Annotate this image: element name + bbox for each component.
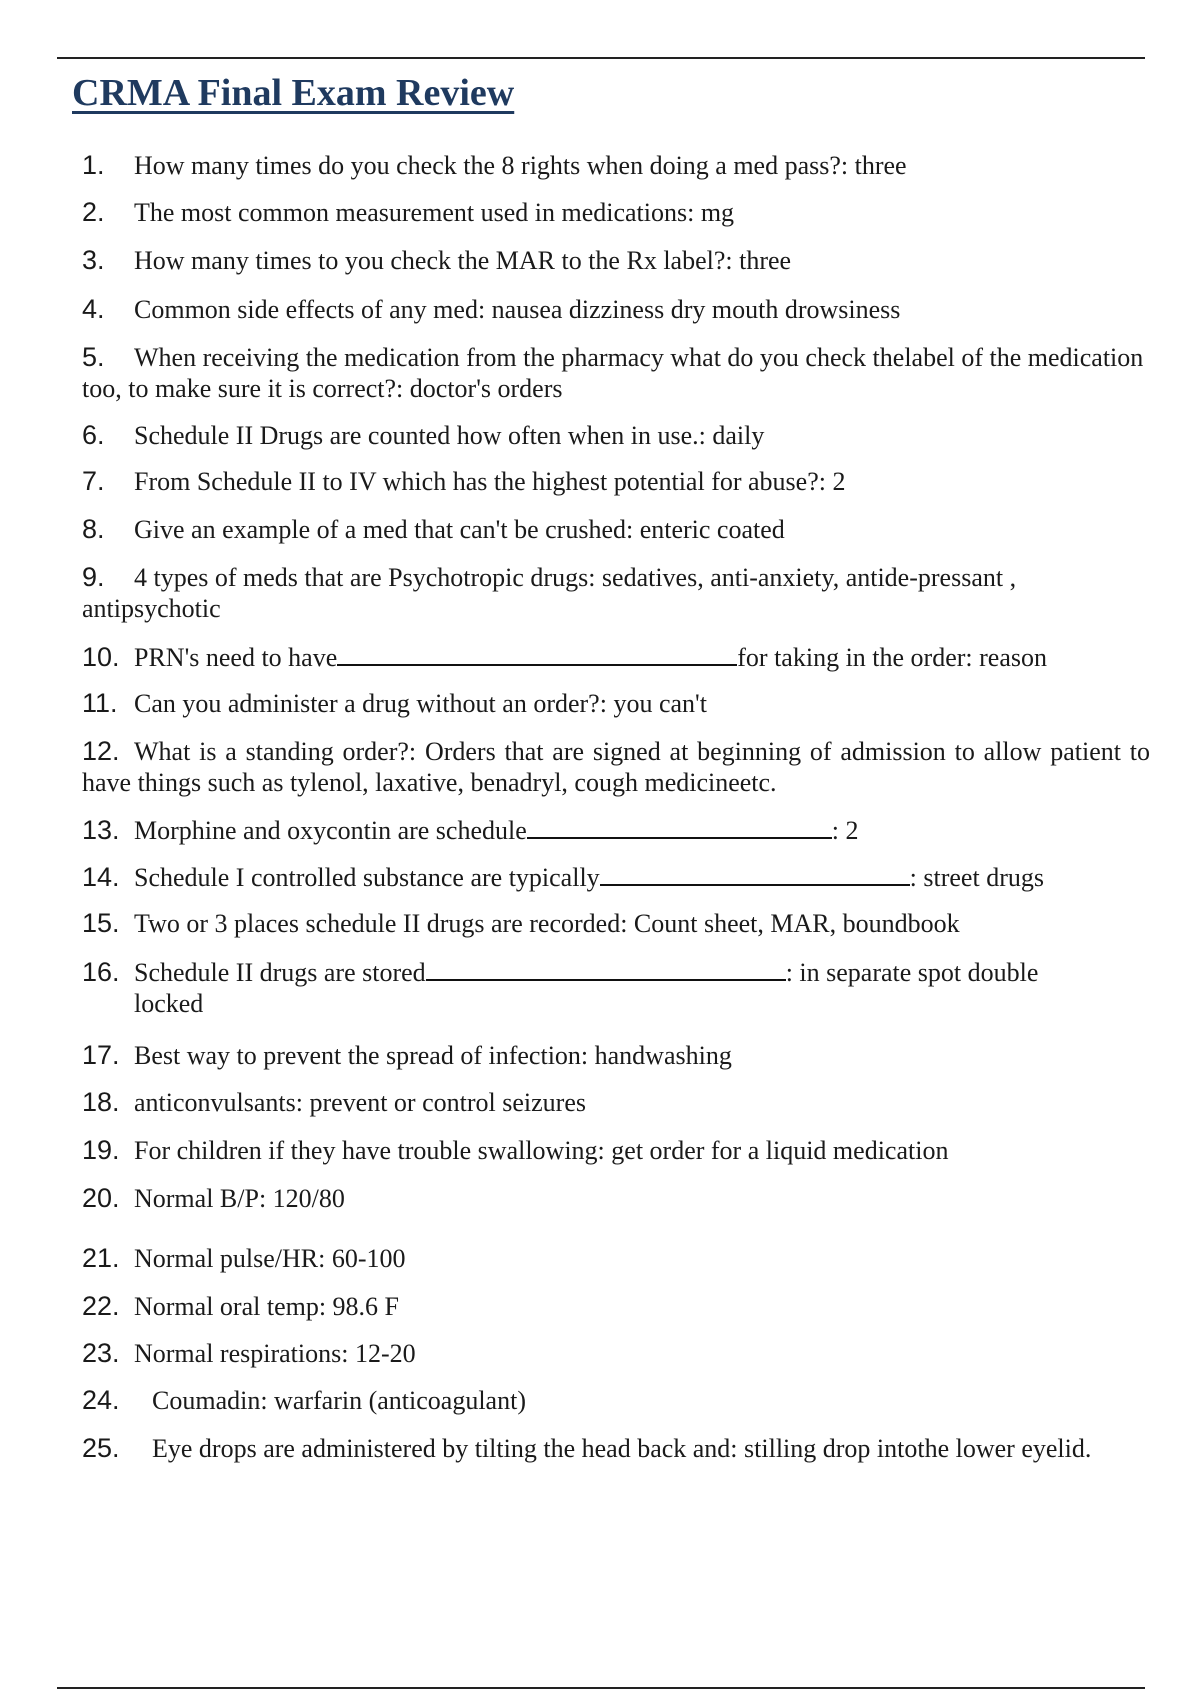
- item-text: Schedule II Drugs are counted how often when in use.: daily: [134, 421, 765, 450]
- item-text: Coumadin: warfarin (anticoagulant): [152, 1386, 526, 1415]
- bottom-rule: [57, 1687, 1145, 1689]
- list-item: [82, 1040, 1150, 1071]
- list-item: [82, 1135, 1150, 1166]
- item-text: Schedule II drugs are stored: [134, 958, 426, 987]
- list-item: [82, 955, 1150, 1019]
- list-item: [82, 514, 1150, 545]
- item-number: 12.: [82, 736, 120, 766]
- item-number: 20.: [82, 1183, 120, 1213]
- item-text: for taking in the order: reason: [737, 643, 1047, 672]
- item-number: 14.: [82, 862, 120, 892]
- item-text: PRN's need to have: [134, 643, 338, 672]
- item-text: Morphine and oxycontin are schedule: [134, 816, 527, 845]
- list-item: [82, 197, 1150, 228]
- item-number: 15.: [82, 908, 120, 938]
- list-item: [82, 736, 1150, 798]
- list-item: [82, 342, 1150, 404]
- item-text: anticonvulsants: prevent or control seizures: [134, 1088, 586, 1117]
- item-number: 11.: [82, 688, 118, 718]
- list-item: [82, 1243, 1150, 1274]
- list-item: [82, 466, 1150, 497]
- item-number: 7.: [82, 466, 105, 496]
- list-item: [82, 860, 1150, 893]
- list-item: [82, 420, 1150, 451]
- item-text: Normal pulse/HR: 60-100: [134, 1244, 406, 1273]
- item-text: : street drugs: [909, 863, 1044, 892]
- answer-blank: [426, 955, 786, 981]
- item-text: For children if they have trouble swallowing: get order for a liquid medication: [134, 1136, 949, 1165]
- list-item: [82, 1433, 1150, 1464]
- list-item: [82, 1087, 1150, 1118]
- item-text: Can you administer a drug without an order?: you can't: [134, 689, 707, 718]
- list-item: [82, 640, 1150, 673]
- list-item: [82, 1291, 1150, 1322]
- item-number: 22.: [82, 1291, 120, 1321]
- list-item: [82, 150, 1150, 181]
- item-text: How many times do you check the 8 rights when doing a med pass?: three: [134, 151, 907, 180]
- item-text: Normal oral temp: 98.6 F: [134, 1292, 400, 1321]
- list-item: [82, 908, 1150, 939]
- item-number: 2.: [82, 197, 105, 227]
- list-item: [82, 688, 1150, 719]
- item-text: : 2: [831, 816, 859, 845]
- item-number: 19.: [82, 1135, 120, 1165]
- list-item: [82, 294, 1150, 325]
- item-text: When receiving the medication from the pharmacy what do you check thelabel of the medication too, to make sure it is correct?: doctor's orders: [82, 343, 1144, 403]
- item-number: 18.: [82, 1087, 120, 1117]
- answer-blank: [527, 813, 832, 839]
- item-number: 5.: [82, 342, 105, 372]
- item-number: 8.: [82, 514, 105, 544]
- answer-blank: [337, 640, 737, 666]
- item-text: Two or 3 places schedule II drugs are recorded: Count sheet, MAR, boundbook: [134, 909, 960, 938]
- item-text: What is a standing order?: Orders that are signed at beginning of admission to allow patient to have things such as tylenol, laxative, benadryl, cough medicineetc.: [82, 737, 1150, 797]
- item-number: 3.: [82, 245, 105, 275]
- item-number: 13.: [82, 815, 120, 845]
- item-number: 16.: [82, 957, 120, 987]
- item-number: 25.: [82, 1433, 120, 1463]
- top-rule: [57, 57, 1145, 59]
- list-item: [82, 245, 1150, 276]
- list-item: [82, 1338, 1150, 1369]
- item-text: Common side effects of any med: nausea dizziness dry mouth drowsiness: [134, 295, 901, 324]
- answer-blank: [600, 860, 910, 886]
- item-number: 1.: [82, 150, 105, 180]
- item-text: : in separate spot double: [785, 958, 1039, 987]
- item-text: From Schedule II to IV which has the highest potential for abuse?: 2: [134, 467, 846, 496]
- item-text: How many times to you check the MAR to the Rx label?: three: [134, 246, 792, 275]
- list-item: [82, 813, 1150, 846]
- item-number: 4.: [82, 294, 105, 324]
- item-number: 23.: [82, 1338, 120, 1368]
- item-number: 10.: [82, 642, 120, 672]
- item-text: Normal respirations: 12-20: [134, 1339, 416, 1368]
- item-text: 4 types of meds that are Psychotropic drugs: sedatives, anti-anxiety, antide-pressant , antipsychotic: [82, 563, 1017, 623]
- item-text: Normal B/P: 120/80: [134, 1184, 345, 1213]
- item-text: The most common measurement used in medications: mg: [134, 198, 735, 227]
- item-continuation: locked: [134, 989, 204, 1018]
- item-number: 6.: [82, 420, 105, 450]
- list-item: [82, 562, 1150, 624]
- item-text: Give an example of a med that can't be crushed: enteric coated: [134, 515, 785, 544]
- list-item: [82, 1183, 1150, 1214]
- item-number: 17.: [82, 1040, 120, 1070]
- item-text: Best way to prevent the spread of infection: handwashing: [134, 1041, 732, 1070]
- item-number: 9.: [82, 562, 105, 592]
- list-item: [82, 1385, 1150, 1416]
- item-number: 21.: [82, 1243, 120, 1273]
- page-title: CRMA Final Exam Review: [72, 72, 515, 114]
- item-text: Eye drops are administered by tilting the head back and: stilling drop intothe lower eyelid.: [152, 1434, 1092, 1463]
- item-number: 24.: [82, 1385, 120, 1415]
- item-text: Schedule I controlled substance are typically: [134, 863, 600, 892]
